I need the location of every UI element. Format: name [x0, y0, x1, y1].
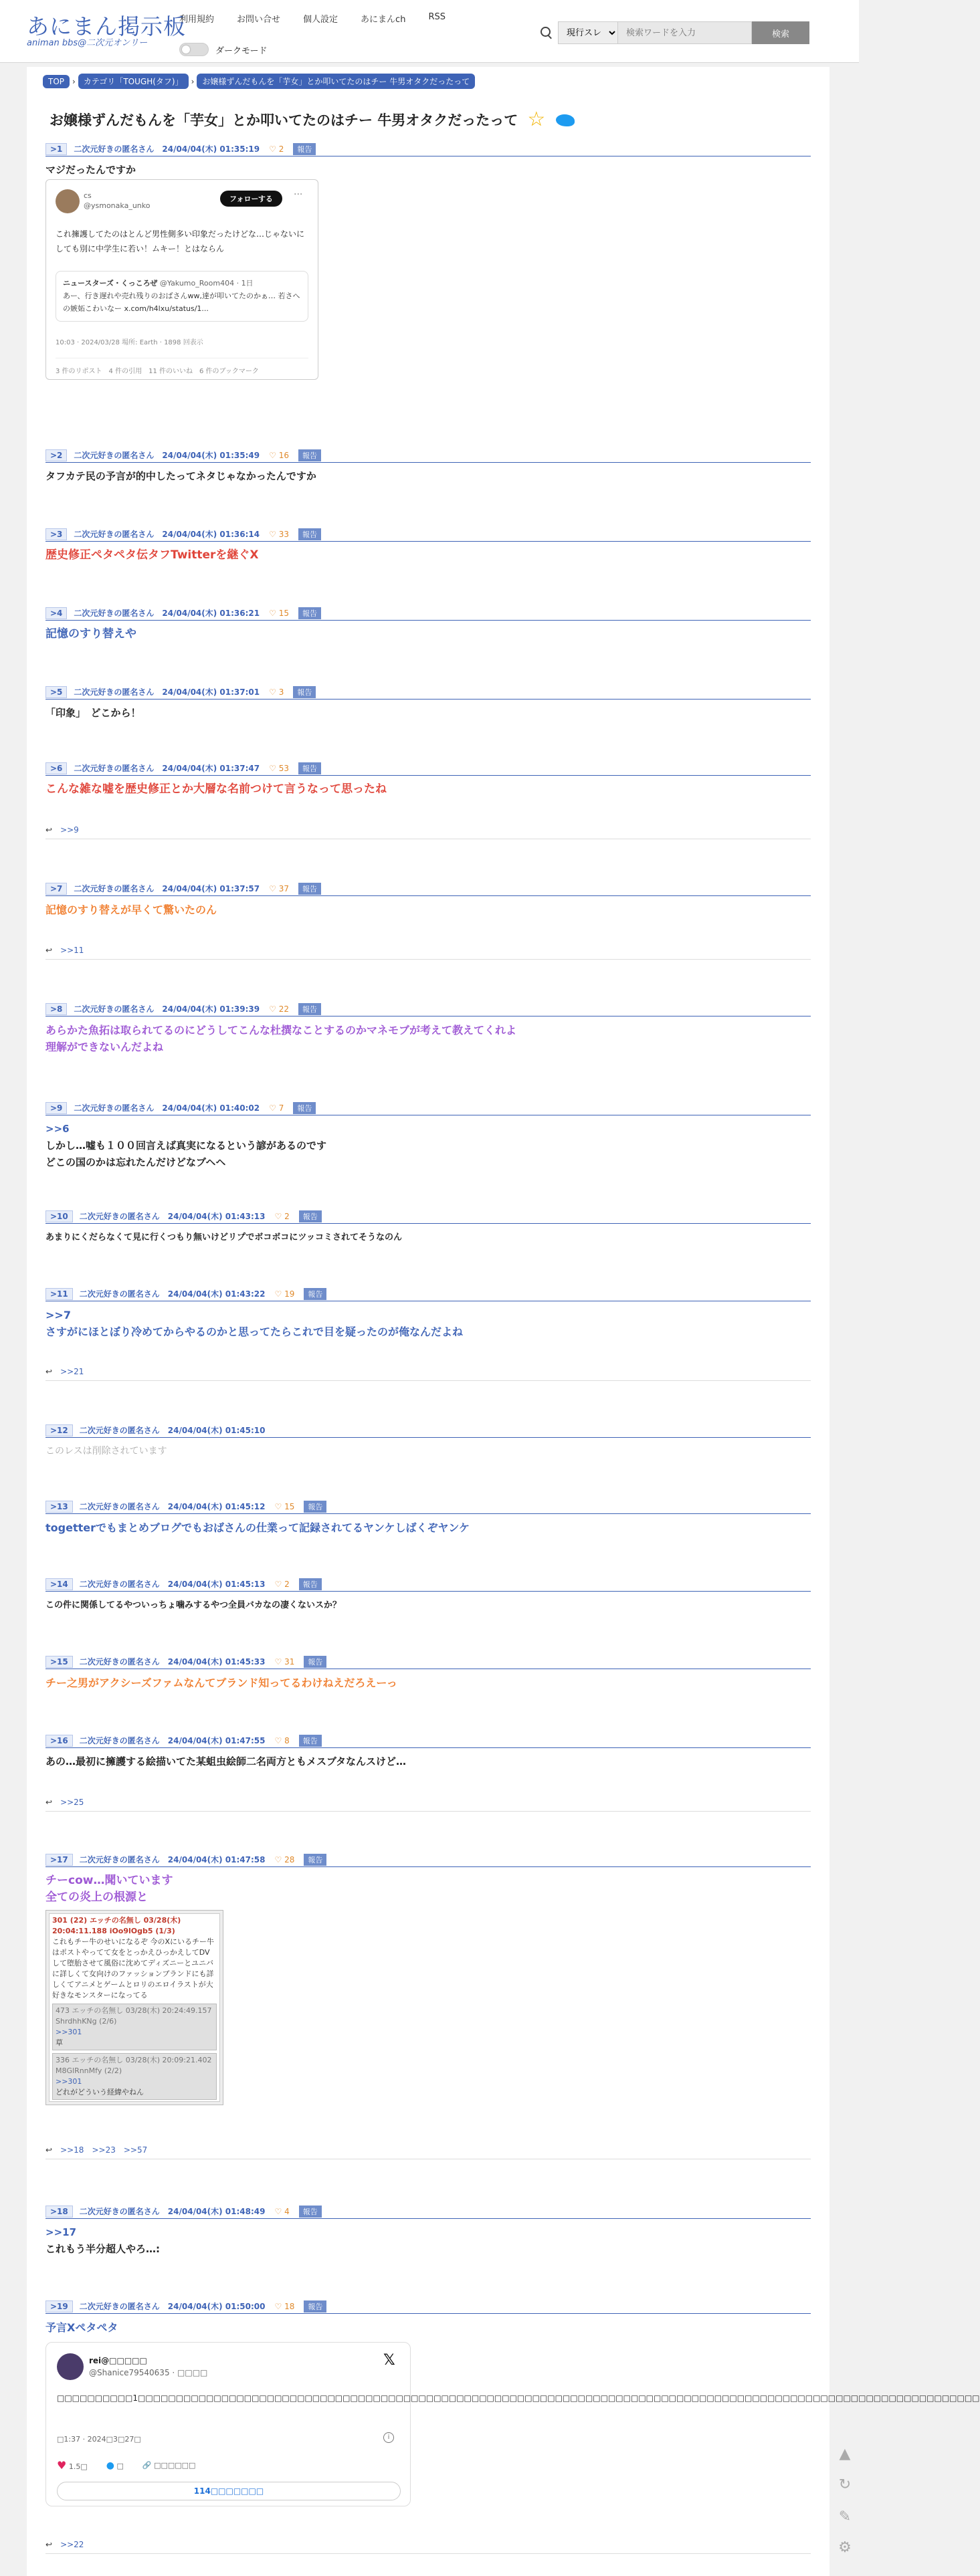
report-button[interactable]: 報告: [298, 883, 321, 895]
like-button[interactable]: ♡ 4: [274, 2206, 290, 2216]
post-body: こんな雑な嘘を歴史修正とか大層な名前つけて言うなって思ったね: [45, 782, 387, 796]
report-button[interactable]: 報告: [304, 1854, 326, 1866]
post-number[interactable]: >13: [45, 1501, 73, 1513]
twitter-icon[interactable]: [555, 110, 577, 129]
info-icon[interactable]: i: [383, 2432, 394, 2443]
post-number[interactable]: >16: [45, 1735, 73, 1747]
post-date: 24/04/04(木) 01:35:49: [162, 451, 260, 460]
read-replies-button[interactable]: 114□□□□□□□: [57, 2482, 401, 2500]
like-button[interactable]: ♡ 53: [269, 763, 289, 773]
post-date: 24/04/04(木) 01:37:57: [162, 884, 260, 893]
post-date: 24/04/04(木) 01:43:13: [167, 1212, 266, 1221]
site-logo[interactable]: [27, 15, 186, 48]
post-body: この件に関係してるやついっちょ噛みするやつ全員バカなの凄くないスか？: [45, 1600, 342, 1610]
reload-icon[interactable]: ↻: [838, 2476, 852, 2493]
like-button[interactable]: ♡ 2: [269, 144, 284, 154]
post-date: 24/04/04(木) 01:45:10: [167, 1426, 266, 1435]
like-button[interactable]: ♡ 33: [269, 529, 289, 539]
breadcrumb-category[interactable]: カテゴリ「TOUGH(タフ)」: [78, 74, 189, 89]
post-date: 24/04/04(木) 01:45:12: [167, 1502, 266, 1511]
reply-arrow-icon: ↩: [45, 1798, 53, 1807]
edit-icon[interactable]: ✎: [838, 2508, 852, 2525]
post-body: togetterでもまとめブログでもおばさんの仕業って記録されてるヤンケしばくぞヤンケ: [45, 1521, 470, 1534]
tweet-text: □□□□□□□□□□1□□□□□□□□□□□□□□□□□□□□□□□□□□□□□□□□□□□□□□□□□□□□□□□□□□□□□□□□□□□□□□□□□□□□□□□□□□□□□□□□□□□□□□□□□□□□□□□□□□□□□□□□□□□□□□□: [57, 2393, 980, 2403]
search-button[interactable]: 検索: [752, 21, 809, 44]
avatar: [57, 2353, 84, 2380]
post-date: 24/04/04(木) 01:45:33: [167, 1657, 266, 1667]
post-10: [45, 1209, 811, 1246]
embedded-tweet[interactable]: [45, 179, 318, 380]
post-4: [45, 606, 811, 643]
like-button[interactable]: ♡ 7: [269, 1103, 284, 1113]
post-7: [45, 881, 811, 955]
post-number[interactable]: >9: [45, 1102, 67, 1114]
report-button[interactable]: 報告: [304, 2300, 326, 2313]
tweet-user: rei@□□□□□ @Shanice79540635 · □□□□: [89, 2356, 208, 2377]
dark-mode-toggle-row: [179, 43, 267, 56]
tweet-time: □1:37 · 2024□3□27□: [57, 2435, 141, 2444]
reply-link[interactable]: >>9: [60, 825, 79, 835]
poster-name: 二次元好きの匿名さん: [79, 2207, 160, 2216]
reply-links: [45, 2540, 811, 2554]
search-bar: [539, 21, 809, 44]
like-button[interactable]: ♡ 19: [274, 1289, 295, 1299]
reply-link[interactable]: >>25: [60, 1798, 84, 1807]
post-5: [45, 685, 811, 722]
post-body-deleted: このレスは削除されています: [45, 1446, 167, 1457]
reply-links: [45, 1798, 811, 1812]
post-header: [45, 142, 811, 156]
post-date: 24/04/04(木) 01:39:39: [162, 1004, 260, 1014]
post-19: [45, 2299, 980, 2549]
poster-name: 二次元好きの匿名さん: [74, 451, 155, 460]
anchor-link[interactable]: >>6: [45, 1123, 70, 1135]
dark-mode-label: ダークモード: [215, 45, 268, 56]
post-body: 歴史修正ペタペタ伝タフTwitterを継ぐX: [45, 548, 259, 562]
post-date: 24/04/04(木) 01:48:49: [167, 2207, 266, 2216]
more-icon[interactable]: ···: [294, 189, 303, 200]
poster-name: 二次元好きの匿名さん: [74, 1004, 155, 1014]
breadcrumb: TOP › カテゴリ「TOUGH(タフ)」 › お嬢様ずんだもんを「芋女」とか叩いてたのはチー 牛男オタクだったって: [43, 74, 475, 89]
embedded-screenshot[interactable]: 301 (22) エッチの名無し 03/28(木) 20:04:11.188 iOo9lOgb5 (1/3) これもチー牛のせいになるぞ 今のXにいるチー牛はポストやってて女をとっかえひっかえしてDVして堕胎させて風俗に沈めてディズニーとユニバに詳しくて女向けのファッションブランドにも詳しくてアニメとゲームとロリのエロイラストが大好きなモンスターになってる 473 エッチの名無し 03/28(木) 20:24:49.157 ShrdhhKNg (2/6) >>301 草 336 エッチの名無し 03/28(木) 20:09:21.402 M8GlRnnMfy (2/2) >>301 どれがどういう経緯やねん: [45, 1910, 223, 2105]
post-date: 24/04/04(木) 01:37:01: [162, 687, 260, 697]
post-number[interactable]: >18: [45, 2206, 73, 2218]
poster-name: 二次元好きの匿名さん: [74, 764, 155, 773]
report-button[interactable]: 報告: [293, 143, 316, 155]
poster-name: 二次元好きの匿名さん: [79, 1426, 160, 1435]
link-icon: 🔗: [142, 2461, 152, 2470]
like-button[interactable]: ♡ 28: [274, 1854, 295, 1864]
post-body: 記憶のすり替えや: [45, 627, 136, 641]
post-date: 24/04/04(木) 01:36:21: [162, 609, 260, 618]
post-number[interactable]: >1: [45, 143, 67, 155]
scroll-top-icon[interactable]: ▲: [839, 2445, 851, 2462]
post-8: [45, 1002, 811, 1055]
settings-gear-icon[interactable]: ⚙: [838, 2539, 852, 2556]
report-button[interactable]: 報告: [304, 1288, 326, 1300]
like-button[interactable]: ♡ 31: [274, 1656, 295, 1667]
anchor-link[interactable]: >>7: [45, 1309, 71, 1321]
post-body: マジだったんですか: [45, 164, 136, 176]
post-body: あまりにくだらなくて見に行くつもり無いけどリプでボコボコにツッコミされてそうなのん: [45, 1232, 403, 1243]
follow-button[interactable]: フォローする: [220, 191, 282, 207]
breadcrumb-thread[interactable]: お嬢様ずんだもんを「芋女」とか叩いてたのはチー 牛男オタクだったって: [197, 74, 475, 89]
poster-name: 二次元好きの匿名さん: [74, 609, 155, 618]
post-body: 「印象」 どこから！: [45, 707, 141, 719]
post-number[interactable]: >12: [45, 1424, 73, 1436]
report-button[interactable]: 報告: [293, 686, 316, 698]
page-title: [50, 110, 577, 130]
poster-name: 二次元好きの匿名さん: [79, 1212, 160, 1221]
post-12: [45, 1423, 811, 1460]
nav-terms[interactable]: 利用規約: [179, 15, 215, 25]
post-body: 記憶のすり替えが早くて驚いたのん: [45, 903, 217, 916]
thread-container: [27, 67, 980, 2576]
avatar: [56, 189, 80, 213]
post-date: 24/04/04(木) 01:50:00: [167, 2302, 266, 2311]
post-2: [45, 448, 811, 485]
report-button[interactable]: 報告: [299, 1210, 322, 1222]
like-button[interactable]: ♡ 2: [274, 1211, 290, 1221]
top-nav: [179, 12, 468, 25]
post-date: 24/04/04(木) 01:37:47: [162, 764, 260, 773]
reply-link[interactable]: >>22: [60, 2540, 84, 2549]
reply-links: [45, 825, 811, 839]
post-13: [45, 1499, 811, 1536]
post-body: >>6 しかし…嘘も１００回言えば真実になるという諺があるのです どこの国のかは忘れたんだけどなブヘヘ: [45, 1121, 811, 1171]
like-button[interactable]: ♡ 15: [269, 608, 289, 618]
site-header: [0, 0, 859, 63]
embedded-tweet[interactable]: [45, 2342, 980, 2506]
report-button[interactable]: 報告: [299, 2206, 322, 2218]
poster-name: 二次元好きの匿名さん: [79, 2302, 160, 2311]
reply-arrow-icon: ↩: [45, 2145, 53, 2155]
logo-text: あにまん掲示板: [27, 13, 186, 39]
search-icon: [539, 25, 554, 40]
tweet-stats: 3 件のリポスト 4 件の引用 11 件のいいね 6 件のブックマーク: [56, 358, 308, 375]
like-button[interactable]: ♡ 3: [269, 687, 284, 697]
post-date: 24/04/04(木) 01:35:19: [162, 144, 260, 154]
report-button[interactable]: 報告: [293, 1102, 316, 1114]
post-number[interactable]: >5: [45, 686, 67, 698]
reply-bubble-icon: ●: [106, 2460, 114, 2471]
like-button[interactable]: ♡ 22: [269, 1004, 289, 1014]
poster-name: 二次元好きの匿名さん: [79, 1657, 160, 1667]
post-body: チー之男がアクシーズファムなんてブランド知ってるわけねえだろえーっ: [45, 1677, 397, 1689]
post-body: >>7 さすがにほとぼり冷めてからやるのかと思ってたらこれで目を疑ったのが俺なんだよね: [45, 1307, 811, 1340]
star-icon[interactable]: ☆: [527, 108, 546, 131]
quoted-tweet[interactable]: ニュースターズ・くっころぜ @Yakumo_Room404 · 1日 あー、行き遅れや売れ残りのおばさんww,達が叩いてたのかぁ… 若さへの嫉妬こわいなー x.com/h4lxu/status/1...: [56, 271, 308, 322]
reply-arrow-icon: ↩: [45, 2540, 53, 2549]
poster-name: 二次元好きの匿名さん: [74, 530, 155, 539]
heart-icon: ♥: [57, 2459, 67, 2472]
nav-contact[interactable]: お問い合せ: [237, 15, 281, 25]
post-11: [45, 1287, 811, 1376]
post-1: [45, 142, 811, 375]
post-number[interactable]: >7: [45, 883, 67, 895]
search-input[interactable]: [618, 21, 752, 44]
poster-name: 二次元好きの匿名さん: [74, 687, 155, 697]
tweet-actions: [57, 2459, 195, 2472]
dark-mode-toggle[interactable]: [179, 43, 209, 56]
post-body: あの…最初に擁護する絵描いてた某蛆虫絵師二名両方ともメスブタなんスけど…: [45, 1755, 406, 1767]
anchor-link[interactable]: >>17: [45, 2226, 77, 2238]
report-button[interactable]: 報告: [299, 1735, 322, 1747]
post-16: [45, 1733, 811, 1807]
post-number[interactable]: >6: [45, 762, 67, 774]
search-scope-select[interactable]: [558, 21, 618, 44]
post-date: 24/04/04(木) 01:40:02: [162, 1103, 260, 1113]
post-17: [45, 1852, 811, 2155]
reply-link[interactable]: >>57: [123, 2145, 148, 2155]
post-number[interactable]: >19: [45, 2300, 73, 2313]
post-9: [45, 1101, 811, 1171]
like-button[interactable]: ♡ 8: [274, 1735, 290, 1745]
poster-name: 二次元好きの匿名さん: [74, 144, 155, 154]
poster-name: 二次元好きの匿名さん: [79, 1855, 160, 1864]
tweet-reply[interactable]: ● □: [106, 2460, 124, 2471]
post-number[interactable]: >8: [45, 1003, 67, 1015]
reply-link[interactable]: >>21: [60, 1367, 84, 1376]
post-body: 予言Xペタペタ: [45, 2321, 118, 2334]
like-button[interactable]: ♡ 2: [274, 1579, 290, 1589]
report-button[interactable]: 報告: [298, 449, 321, 461]
report-button[interactable]: 報告: [299, 1578, 322, 1590]
post-number[interactable]: >17: [45, 1854, 73, 1866]
post-15: [45, 1654, 811, 1691]
tweet-user: cs @ysmonaka_unko: [84, 191, 151, 210]
poster-name: 二次元好きの匿名さん: [79, 1580, 160, 1589]
reply-arrow-icon: ↩: [45, 1367, 53, 1376]
reply-link[interactable]: >>18: [60, 2145, 84, 2155]
tweet-meta: 10:03 · 2024/03/28 場所: Earth · 1898 回表示: [56, 339, 203, 346]
like-button[interactable]: ♡ 16: [269, 450, 289, 460]
like-button[interactable]: ♡ 15: [274, 1501, 295, 1511]
reply-links: [45, 946, 811, 960]
report-button[interactable]: 報告: [298, 607, 321, 619]
report-button[interactable]: 報告: [298, 762, 321, 774]
poster-name: 二次元好きの匿名さん: [79, 1736, 160, 1745]
post-number[interactable]: >4: [45, 607, 67, 619]
reply-links: [45, 1367, 811, 1381]
post-number[interactable]: >2: [45, 449, 67, 461]
post-number[interactable]: >10: [45, 1210, 73, 1222]
post-number[interactable]: >11: [45, 1288, 73, 1300]
report-button[interactable]: 報告: [298, 1003, 321, 1015]
nav-animanch[interactable]: あにまんch: [361, 15, 406, 25]
post-18: [45, 2204, 811, 2258]
report-button[interactable]: 報告: [304, 1501, 326, 1513]
x-logo-icon[interactable]: 𝕏: [383, 2352, 395, 2369]
post-date: 24/04/04(木) 01:47:55: [167, 1736, 266, 1745]
post-body: >>17 これもう半分超人やろ…:: [45, 2224, 811, 2258]
post-date: 24/04/04(木) 01:47:58: [167, 1855, 266, 1864]
post-14: [45, 1577, 811, 1614]
nav-rss[interactable]: RSS: [428, 12, 446, 22]
poster-name: 二次元好きの匿名さん: [74, 884, 155, 893]
tweet-text: これ擁護してたのはとんど男性側多い印象だったけどな…じゃないにしても別に中学生に若い！ムキー！とはならん: [56, 229, 305, 253]
post-6: [45, 761, 811, 835]
nav-settings[interactable]: 個人設定: [303, 15, 338, 25]
post-body: タフカテ民の予言が的中したってネタじゃなかったんですか: [45, 470, 316, 482]
post-3: [45, 527, 811, 564]
reply-link[interactable]: >>11: [60, 946, 84, 955]
reply-arrow-icon: ↩: [45, 825, 53, 835]
tweet-like[interactable]: ♥ 1.5□: [57, 2459, 88, 2472]
poster-name: 二次元好きの匿名さん: [79, 1289, 160, 1299]
poster-name: 二次元好きの匿名さん: [79, 1502, 160, 1511]
logo-tagline: animan bbs@二次元オンリー: [27, 38, 148, 48]
post-number[interactable]: >14: [45, 1578, 73, 1590]
report-button[interactable]: 報告: [298, 528, 321, 540]
post-number[interactable]: >15: [45, 1656, 73, 1668]
poster-name: 二次元好きの匿名さん: [74, 1103, 155, 1113]
post-body: チーcow…聞いています 全ての炎上の根源と: [45, 1874, 173, 1904]
report-button[interactable]: 報告: [304, 1656, 326, 1668]
reply-arrow-icon: ↩: [45, 946, 53, 955]
post-number[interactable]: >3: [45, 528, 67, 540]
thread-title-text: お嬢様ずんだもんを「芋女」とか叩いてたのはチー 牛男オタクだったって: [50, 112, 518, 128]
post-date: 24/04/04(木) 01:45:13: [167, 1580, 266, 1589]
tweet-copy-link[interactable]: 🔗 □□□□□□: [142, 2461, 196, 2470]
breadcrumb-top[interactable]: TOP: [43, 75, 70, 88]
post-date: 24/04/04(木) 01:43:22: [167, 1289, 266, 1299]
reply-link[interactable]: >>23: [92, 2145, 116, 2155]
reply-links: [45, 2145, 811, 2159]
like-button[interactable]: ♡ 18: [274, 2301, 295, 2311]
like-button[interactable]: ♡ 37: [269, 883, 289, 893]
post-body: あらかた魚拓は取られてるのにどうしてこんな杜撰なことするのかマネモブが考えて教えてくれよ 理解ができないんだよね: [45, 1024, 517, 1053]
post-date: 24/04/04(木) 01:36:14: [162, 530, 260, 539]
